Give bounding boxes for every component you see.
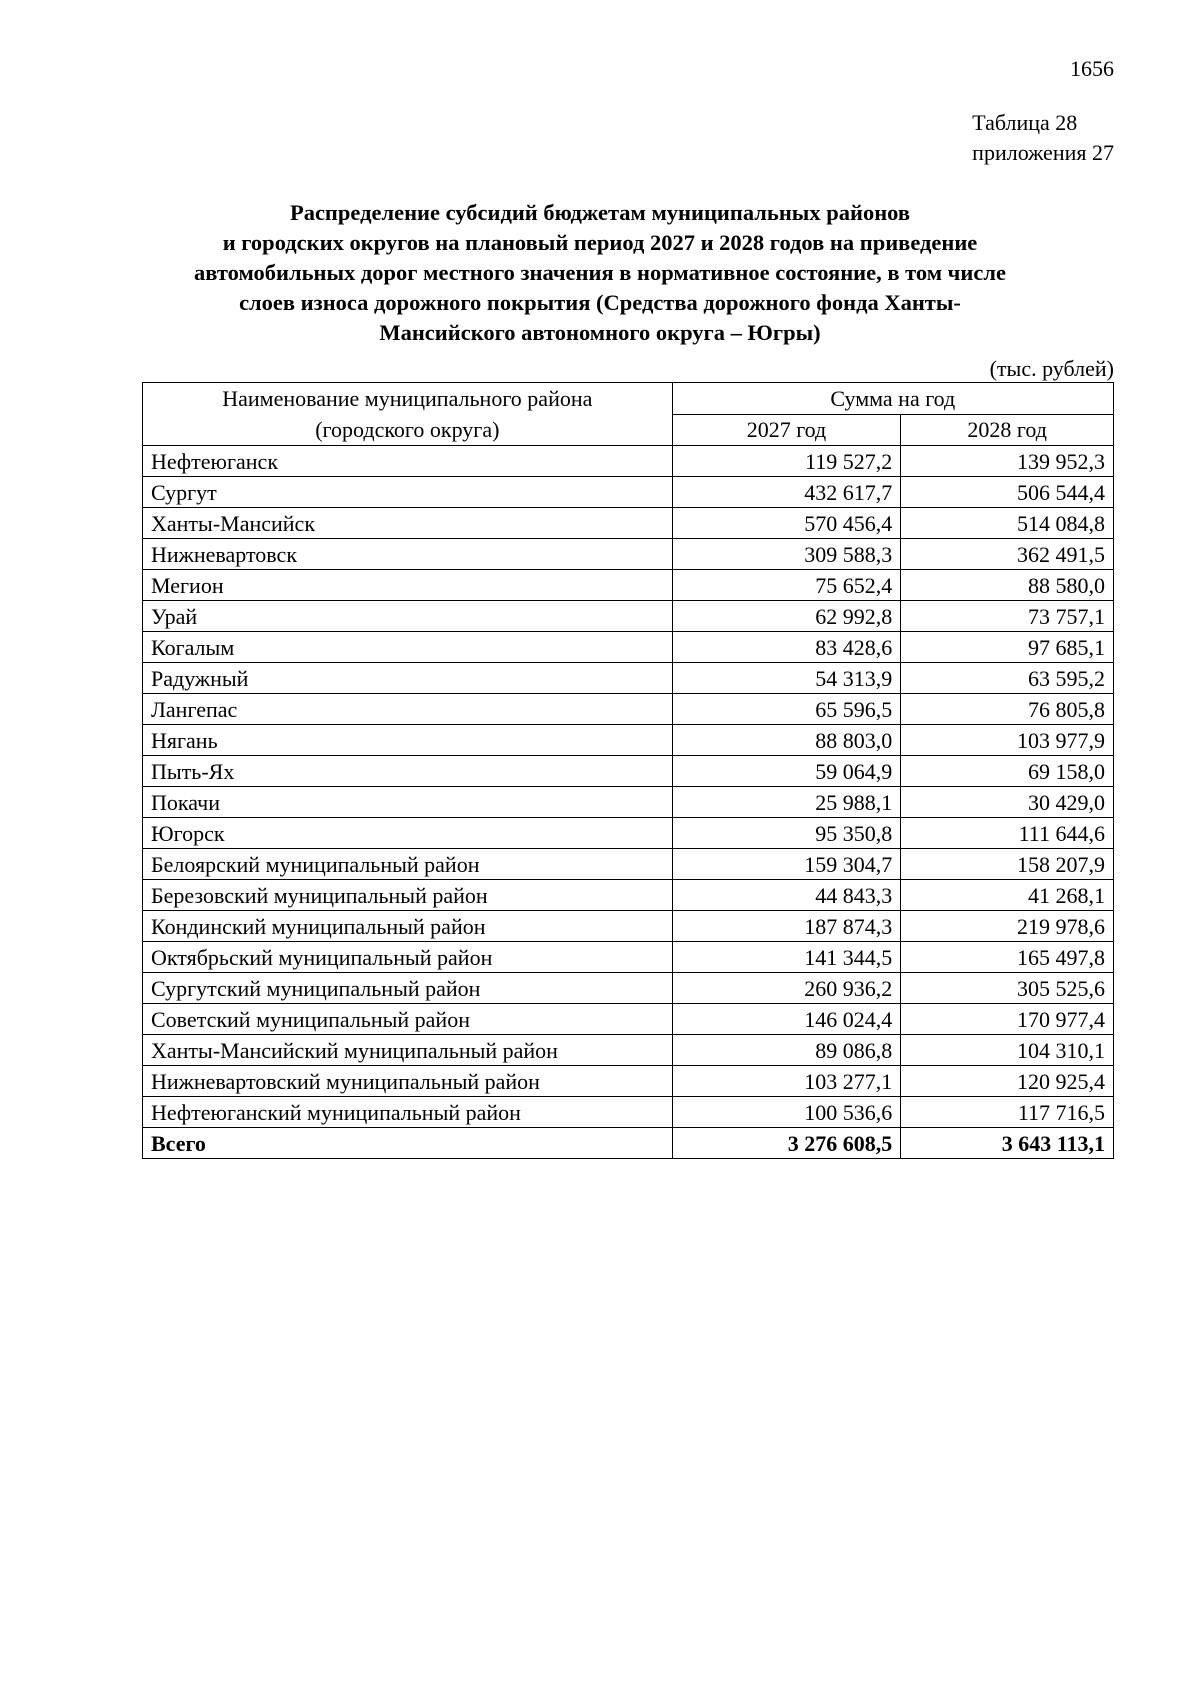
title-line: автомобильных дорог местного значения в нормативное состояние, в том числе	[194, 260, 1006, 285]
amount-2027: 88 803,0	[672, 725, 901, 756]
municipality-name: Белоярский муниципальный район	[143, 849, 673, 880]
amount-2028: 362 491,5	[901, 539, 1114, 570]
amount-2028: 165 497,8	[901, 942, 1114, 973]
amount-2027: 89 086,8	[672, 1035, 901, 1066]
amount-2028: 170 977,4	[901, 1004, 1114, 1035]
year-2028-header: 2028 год	[901, 414, 1114, 446]
table-row	[143, 787, 1114, 818]
table-row	[143, 539, 1114, 570]
amount-2028: 120 925,4	[901, 1066, 1114, 1097]
table-row	[143, 880, 1114, 911]
total-label: Всего	[143, 1128, 673, 1159]
table-row	[143, 1004, 1114, 1035]
amount-2027: 141 344,5	[672, 942, 901, 973]
title-line: и городских округов на плановый период 2027 и 2028 годов на приведение	[222, 230, 978, 255]
table-row	[143, 973, 1114, 1004]
table-row	[143, 446, 1114, 477]
table-row	[143, 477, 1114, 508]
amount-2028: 3 643 113,1	[901, 1128, 1114, 1159]
table-row	[143, 911, 1114, 942]
municipality-name: Лангепас	[143, 694, 673, 725]
table-row	[143, 1097, 1114, 1128]
units-label: (тыс. рублей)	[989, 356, 1114, 381]
amount-2027: 159 304,7	[672, 849, 901, 880]
amount-2027: 3 276 608,5	[672, 1128, 901, 1159]
table-number: Таблица 28	[972, 110, 1078, 135]
municipality-name: Нефтеюганск	[143, 446, 673, 477]
amount-2027: 54 313,9	[672, 663, 901, 694]
amount-2027: 44 843,3	[672, 880, 901, 911]
municipality-name: Покачи	[143, 787, 673, 818]
amount-2027: 119 527,2	[672, 446, 901, 477]
table-row	[143, 601, 1114, 632]
title-line: Распределение субсидий бюджетам муниципальных районов	[289, 200, 911, 225]
table-row	[143, 632, 1114, 663]
table-body	[143, 446, 1114, 1159]
amount-2028: 88 580,0	[901, 570, 1114, 601]
amount-2028: 41 268,1	[901, 880, 1114, 911]
table-row	[143, 1035, 1114, 1066]
table-row	[143, 725, 1114, 756]
amount-2028: 103 977,9	[901, 725, 1114, 756]
amount-2028: 76 805,8	[901, 694, 1114, 725]
amount-2028: 73 757,1	[901, 601, 1114, 632]
table-row	[143, 663, 1114, 694]
amount-2027: 187 874,3	[672, 911, 901, 942]
name-header-line: (городского округа)	[315, 417, 500, 442]
title-line: слоев износа дорожного покрытия (Средства дорожного фонда Ханты-	[239, 290, 961, 315]
amount-2028: 97 685,1	[901, 632, 1114, 663]
municipality-name: Нижневартовский муниципальный район	[143, 1066, 673, 1097]
amount-2028: 506 544,4	[901, 477, 1114, 508]
amount-2027: 100 536,6	[672, 1097, 901, 1128]
amount-2027: 432 617,7	[672, 477, 901, 508]
table-row	[143, 1066, 1114, 1097]
table-row	[143, 849, 1114, 880]
amount-2028: 514 084,8	[901, 508, 1114, 539]
amount-2028: 305 525,6	[901, 973, 1114, 1004]
amount-2028: 219 978,6	[901, 911, 1114, 942]
municipality-name: Сургут	[143, 477, 673, 508]
municipality-name: Сургутский муниципальный район	[143, 973, 673, 1004]
amount-2028: 158 207,9	[901, 849, 1114, 880]
municipality-name: Кондинский муниципальный район	[143, 911, 673, 942]
sum-column-header: Сумма на год	[672, 383, 1113, 415]
table-row	[143, 570, 1114, 601]
amount-2027: 570 456,4	[672, 508, 901, 539]
amount-2028: 111 644,6	[901, 818, 1114, 849]
municipality-name: Урай	[143, 601, 673, 632]
table-row	[143, 508, 1114, 539]
municipality-name: Нижневартовск	[143, 539, 673, 570]
municipality-name: Когалым	[143, 632, 673, 663]
municipality-name: Ханты-Мансийский муниципальный район	[143, 1035, 673, 1066]
appendix-number: приложения 27	[972, 140, 1114, 165]
amount-2027: 25 988,1	[672, 787, 901, 818]
amount-2027: 103 277,1	[672, 1066, 901, 1097]
amount-2028: 63 595,2	[901, 663, 1114, 694]
municipality-name: Нягань	[143, 725, 673, 756]
name-column-header	[143, 383, 673, 446]
table-row	[143, 694, 1114, 725]
municipality-name: Советский муниципальный район	[143, 1004, 673, 1035]
amount-2027: 65 596,5	[672, 694, 901, 725]
amount-2027: 260 936,2	[672, 973, 901, 1004]
amount-2027: 75 652,4	[672, 570, 901, 601]
amount-2028: 139 952,3	[901, 446, 1114, 477]
table-row	[143, 818, 1114, 849]
page-number: 1656	[1070, 56, 1114, 81]
amount-2028: 30 429,0	[901, 787, 1114, 818]
amount-2028: 117 716,5	[901, 1097, 1114, 1128]
amount-2028: 104 310,1	[901, 1035, 1114, 1066]
year-2027-header: 2027 год	[672, 414, 901, 446]
municipality-name: Октябрьский муниципальный район	[143, 942, 673, 973]
header-row	[143, 383, 1114, 415]
municipality-name: Радужный	[143, 663, 673, 694]
table-row	[143, 942, 1114, 973]
amount-2027: 83 428,6	[672, 632, 901, 663]
amount-2028: 69 158,0	[901, 756, 1114, 787]
subsidy-table	[142, 382, 1114, 1159]
document-title	[150, 198, 1050, 348]
title-line: Мансийского автономного округа – Югры)	[379, 320, 821, 345]
municipality-name: Пыть-Ях	[143, 756, 673, 787]
amount-2027: 95 350,8	[672, 818, 901, 849]
municipality-name: Нефтеюганский муниципальный район	[143, 1097, 673, 1128]
total-row	[143, 1128, 1114, 1159]
name-header-line: Наименование муниципального района	[222, 386, 593, 411]
table-caption	[972, 108, 1114, 168]
municipality-name: Мегион	[143, 570, 673, 601]
municipality-name: Югорск	[143, 818, 673, 849]
amount-2027: 309 588,3	[672, 539, 901, 570]
amount-2027: 62 992,8	[672, 601, 901, 632]
amount-2027: 146 024,4	[672, 1004, 901, 1035]
municipality-name: Ханты-Мансийск	[143, 508, 673, 539]
amount-2027: 59 064,9	[672, 756, 901, 787]
table-row	[143, 756, 1114, 787]
municipality-name: Березовский муниципальный район	[143, 880, 673, 911]
